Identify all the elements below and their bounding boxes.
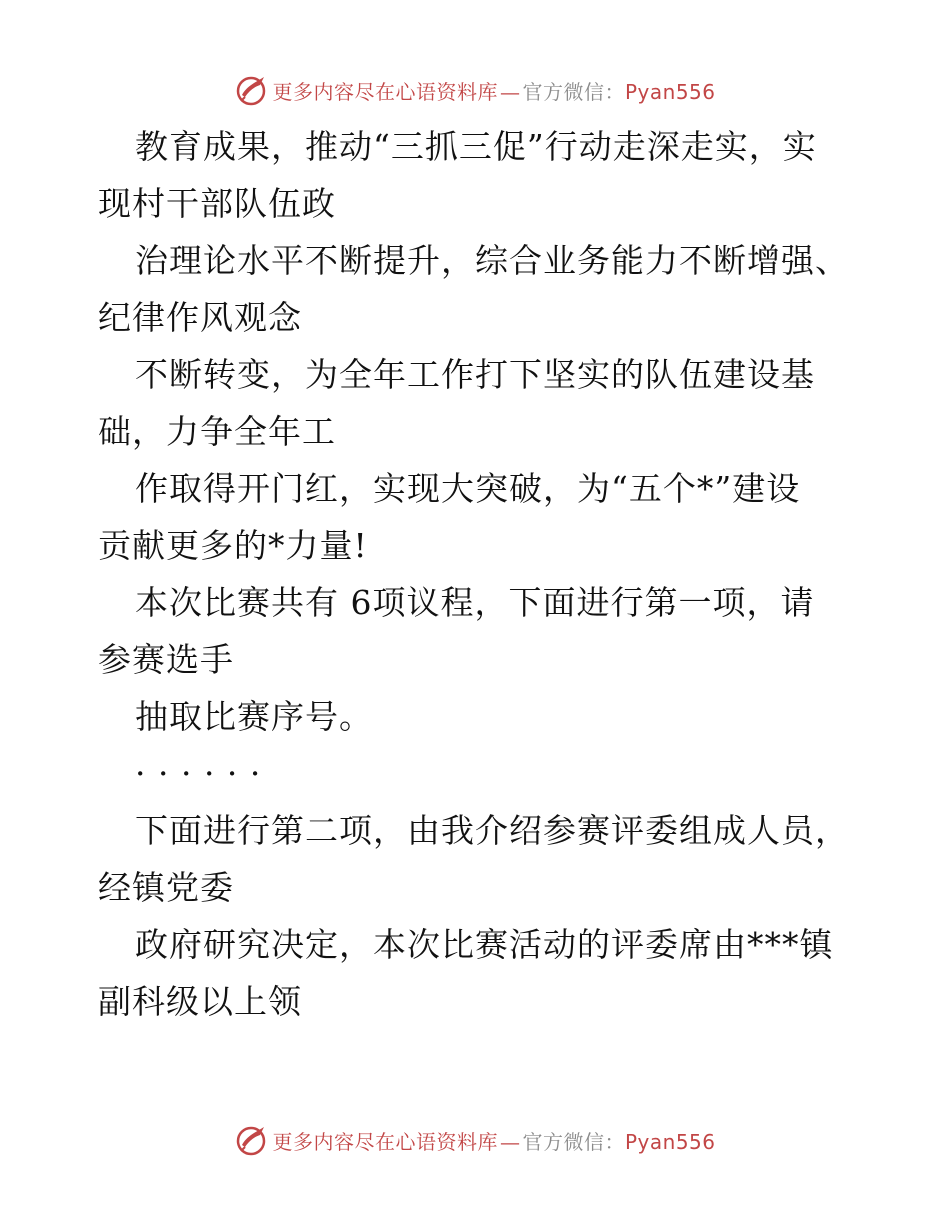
pen-logo-icon xyxy=(234,1123,268,1157)
banner-wechat-label: 官方微信： xyxy=(522,1129,625,1154)
text-line: 参赛选手 xyxy=(98,640,234,679)
text-line: 贡献更多的*力量! xyxy=(98,526,368,565)
text-line: 政府研究决定，本次比赛活动的评委席由***镇 xyxy=(135,925,834,964)
text-line: 经镇党委 xyxy=(98,868,234,907)
text-line: · · · · · · xyxy=(135,754,262,793)
banner-brand: 更多内容尽在心语资料库 xyxy=(272,1129,498,1154)
pen-logo-icon xyxy=(234,73,268,107)
banner-wechat-label: 官方微信： xyxy=(522,79,625,104)
text-line: 教育成果，推动“三抓三促”行动走深走实，实 xyxy=(135,127,817,166)
text-line: 本次比赛共有 6项议程，下面进行第一项，请 xyxy=(135,583,815,622)
text-line: 础，力争全年工 xyxy=(98,412,336,451)
text-line: 副科级以上领 xyxy=(98,982,302,1021)
text-line: 作取得开门红，实现大突破，为“五个*”建设 xyxy=(135,469,801,508)
header-banner xyxy=(0,70,950,110)
text-line: 抽取比赛序号。 xyxy=(135,697,373,736)
banner-wechat-id: Pyan556 xyxy=(624,79,716,104)
text-line: 不断转变，为全年工作打下坚实的队伍建设基 xyxy=(135,355,815,394)
text-line: 治理论水平不断提升，综合业务能力不断增强、 xyxy=(135,241,849,280)
banner-wechat-id: Pyan556 xyxy=(624,1129,716,1154)
text-line: 现村干部队伍政 xyxy=(98,184,336,223)
banner-dash: — xyxy=(499,1129,521,1154)
footer-banner xyxy=(0,1120,950,1160)
text-line: 下面进行第二项，由我介绍参赛评委组成人员， xyxy=(135,811,849,850)
document-body xyxy=(98,118,878,1030)
banner-brand: 更多内容尽在心语资料库 xyxy=(272,79,498,104)
text-line: 纪律作风观念 xyxy=(98,298,302,337)
banner-dash: — xyxy=(499,79,521,104)
